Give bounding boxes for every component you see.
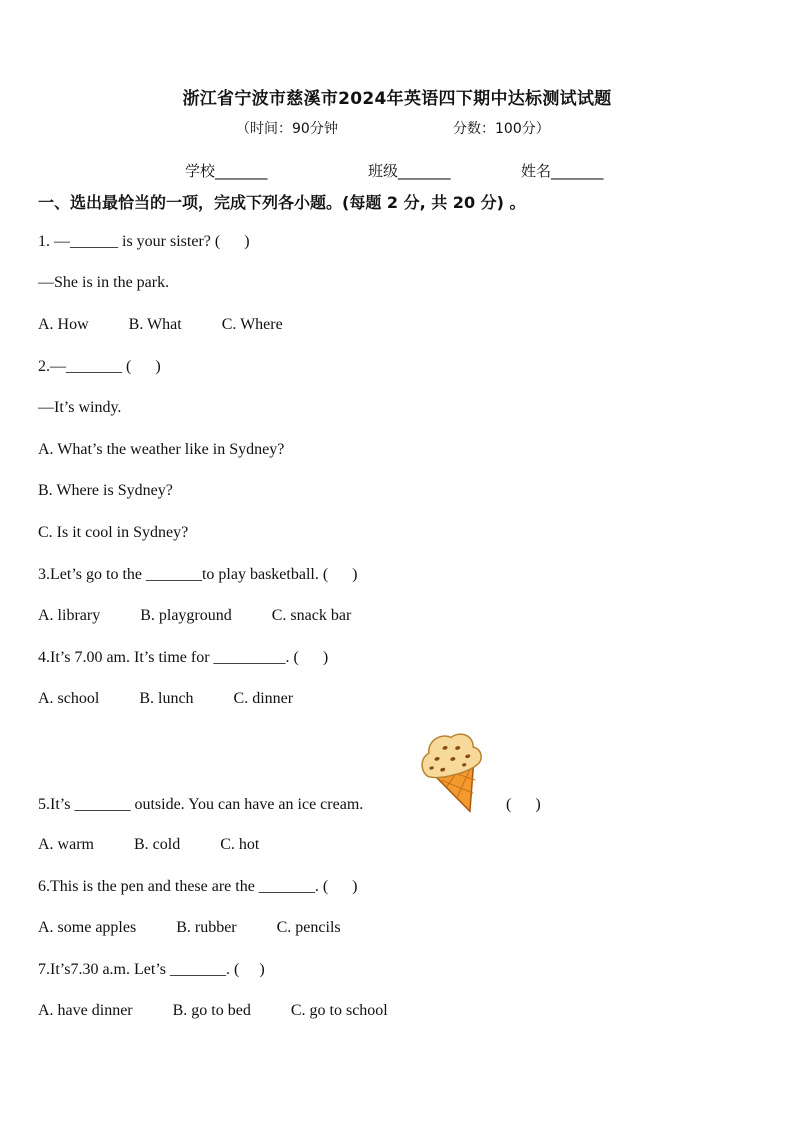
question-7-options: A. have dinner B. go to bed C. go to school (38, 1002, 388, 1019)
class-field: 班级_______ (368, 162, 451, 180)
section-heading: 一、选出最恰当的一项，完成下列各小题。(每题 2 分, 共 20 分) 。 (38, 193, 526, 212)
question-2-option-b: B. Where is Sydney? (38, 482, 173, 499)
school-field: 学校_______ (185, 162, 268, 180)
exam-time: （时间：90分钟 (236, 121, 338, 137)
question-2-option-a: A. What’s the weather like in Sydney? (38, 441, 285, 458)
question-4-options: A. school B. lunch C. dinner (38, 690, 294, 707)
ice-cream-cone-icon (420, 728, 490, 816)
question-7-stem: 7.It’s7.30 a.m. Let’s _______. ( ) (38, 961, 265, 978)
question-5-paren: ( ) (506, 796, 541, 813)
question-6-stem: 6.This is the pen and these are the _______. ( ) (38, 878, 358, 895)
page-title: 浙江省宁波市慈溪市2024年英语四下期中达标测试试题 (182, 89, 612, 109)
question-2-option-c: C. Is it cool in Sydney? (38, 524, 189, 541)
question-1-stem: 1. —______ is your sister? ( ) (38, 233, 250, 250)
question-4-stem: 4.It’s 7.00 am. It’s time for _________. ( ) (38, 649, 329, 666)
question-1-options: A. How B. What C. Where (38, 316, 283, 333)
question-2-stem: 2.—_______ ( ) (38, 358, 161, 375)
question-6-options: A. some apples B. rubber C. pencils (38, 919, 341, 936)
question-3-stem: 3.Let’s go to the _______to play basketball. ( ) (38, 566, 358, 583)
exam-score: 分数：100分） (453, 121, 550, 137)
question-5-stem: 5.It’s _______ outside. You can have an ice cream. (38, 796, 364, 813)
name-field: 姓名_______ (521, 162, 604, 180)
question-5-options: A. warm B. cold C. hot (38, 836, 260, 853)
question-3-options: A. library B. playground C. snack bar (38, 607, 352, 624)
question-1-reply: —She is in the park. (38, 274, 170, 291)
question-2-reply: —It’s windy. (38, 399, 122, 416)
